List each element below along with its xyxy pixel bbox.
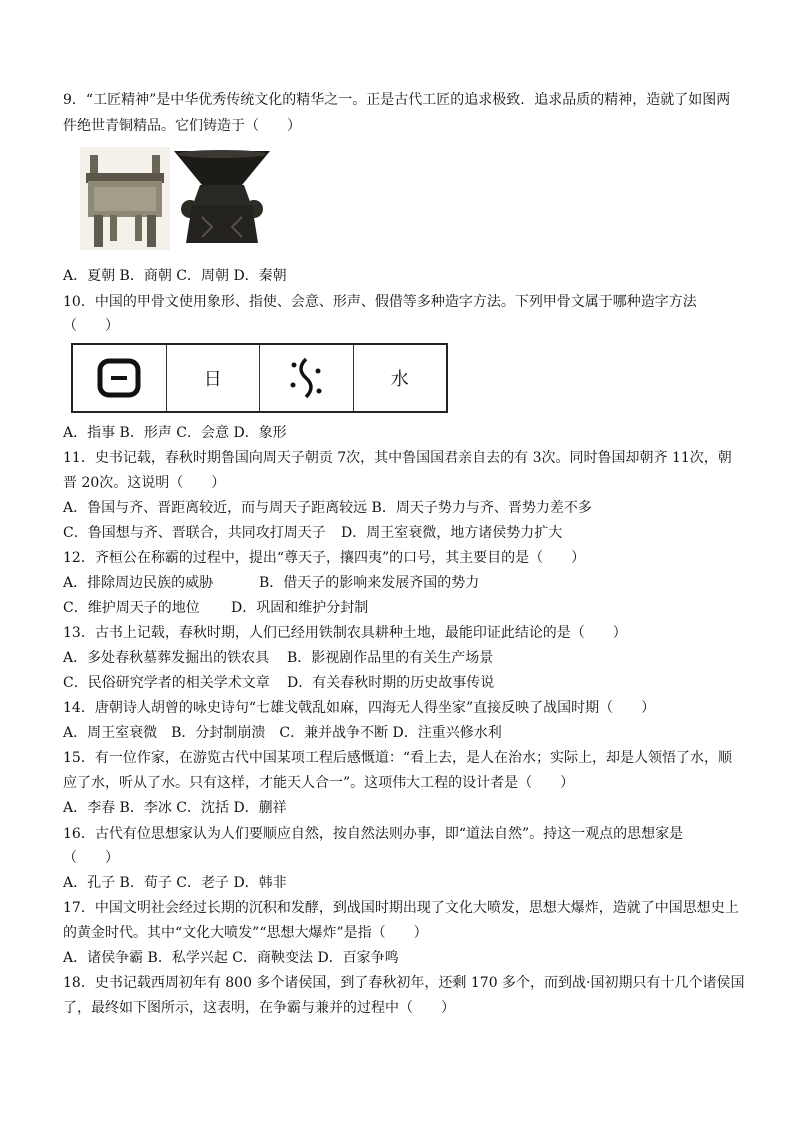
q11-option-c: C．鲁国想与齐、晋联合，共同攻打周天子 xyxy=(63,525,326,541)
square-ding-image xyxy=(80,147,170,250)
q16-stem-line1: 16．古代有位思想家认为人们要顺应自然，按自然法则办事，即“道法自然”。持这一观点的思想家是 xyxy=(63,826,684,842)
q12-options-cd xyxy=(63,598,368,618)
q11-stem-line2: 晋 20次。这说明（ ） xyxy=(63,475,226,491)
q12-option-b: B．借天子的影响来发展齐国的势力 xyxy=(259,575,480,591)
q17-options: A．诸侯争霸 B．私学兴起 C．商鞅变法 D．百家争鸣 xyxy=(63,950,399,966)
q13-options-ab xyxy=(63,648,493,668)
oracle-sun-glyph-cell xyxy=(73,345,167,411)
oracle-bone-table xyxy=(71,343,448,413)
q14-stem: 14．唐朝诗人胡曾的咏史诗句“七雄戈戟乱如麻，四海无人得坐家”直接反映了战国时期（ ） xyxy=(63,700,656,716)
q15-stem-line2: 应了水，听从了水。只有这样，才能天人合一”。这项伟大工程的设计者是（ ） xyxy=(63,775,575,791)
q12-option-c: C．维护周天子的地位 xyxy=(63,600,200,616)
oracle-sun-glyph-icon xyxy=(96,358,142,398)
q13-options-cd xyxy=(63,673,494,693)
q10-stem-line2: （ ） xyxy=(63,318,119,334)
q16-stem-line2: （ ） xyxy=(63,850,119,866)
q16-options: A．孔子 B．荀子 C．老子 D．韩非 xyxy=(63,875,287,891)
q11-options-ab: A．鲁国与齐、晋距离较近，而与周天子距离较远 B．周天子势力与齐、晋势力差不多 xyxy=(63,500,592,516)
q9-stem-line1: 9．“工匠精神”是中华优秀传统文化的精华之一。正是古代工匠的追求极致．追求品质的精神，造就了如图两 xyxy=(63,92,731,108)
q12-options-ab xyxy=(63,573,479,593)
q13-stem: 13．古书上记载，春秋时期，人们已经用铁制农具耕种土地，最能印证此结论的是（ ） xyxy=(63,625,627,641)
oracle-water-glyph-cell xyxy=(260,345,354,411)
oracle-water-glyph-icon xyxy=(286,355,326,401)
q18-stem-line1: 18．史书记载西周初年有 800 多个诸侯国，到了春秋初年，还剩 170 多个，而到战·国初期只有十几个诸侯国 xyxy=(63,975,745,991)
q10-options: A．指事 B．形声 C．会意 D．象形 xyxy=(63,425,287,441)
oracle-sun-char-cell: 日 xyxy=(167,345,261,411)
q11-option-d: D．周王室衰微，地方诸侯势力扩大 xyxy=(341,525,563,541)
q13-option-b: B．影视剧作品里的有关生产场景 xyxy=(287,650,494,666)
q13-option-a: A．多处春秋墓葬发掘出的铁农具 xyxy=(63,650,270,666)
q12-option-d: D．巩固和维护分封制 xyxy=(231,600,369,616)
q15-stem-line1: 15．有一位作家，在游览古代中国某项工程后感慨道：“看上去，是人在治水；实际上，却是人领悟了水，顺 xyxy=(63,750,732,766)
q10-stem-line1: 10．中国的甲骨文使用象形、指使、会意、形声、假借等多种造字方法。下列甲骨文属于哪种造字方法 xyxy=(63,294,697,310)
q17-stem-line2: 的黄金时代。其中“文化大喷发”“思想大爆炸”是指（ ） xyxy=(63,925,428,941)
q14-options: A．周王室衰微 B．分封制崩溃 C．兼并战争不断 D．注重兴修水利 xyxy=(63,725,502,741)
q13-option-c: C．民俗研究学者的相关学术文章 xyxy=(63,675,270,691)
zun-vessel-image xyxy=(172,147,272,250)
q12-stem: 12．齐桓公在称霸的过程中，提出“尊天子，攘四夷”的口号，其主要目的是（ ） xyxy=(63,550,586,566)
q15-options: A．李春 B．李冰 C．沈括 D．蒯祥 xyxy=(63,800,287,816)
q12-option-a: A．排除周边民族的威胁 xyxy=(63,575,214,591)
q17-stem-line1: 17．中国文明社会经过长期的沉积和发酵，到战国时期出现了文化大喷发，思想大爆炸，造就了中国思想史上 xyxy=(63,900,739,916)
q11-stem-line1: 11．史书记载，春秋时期鲁国向周天子朝贡 7次，其中鲁国国君亲自去的有 3次。同时鲁国却朝齐 11次，朝 xyxy=(63,450,732,466)
q11-options-cd xyxy=(63,523,562,543)
q13-option-d: D．有关春秋时期的历史故事传说 xyxy=(287,675,495,691)
q18-stem-line2: 了，最终如下图所示，这表明，在争霸与兼并的过程中（ ） xyxy=(63,1000,455,1016)
q9-stem-line2: 件绝世青铜精品。它们铸造于（ ） xyxy=(63,118,301,134)
q9-options: A．夏朝 B．商朝 C．周朝 D．秦朝 xyxy=(63,268,287,284)
oracle-water-char-cell: 水 xyxy=(390,369,409,390)
